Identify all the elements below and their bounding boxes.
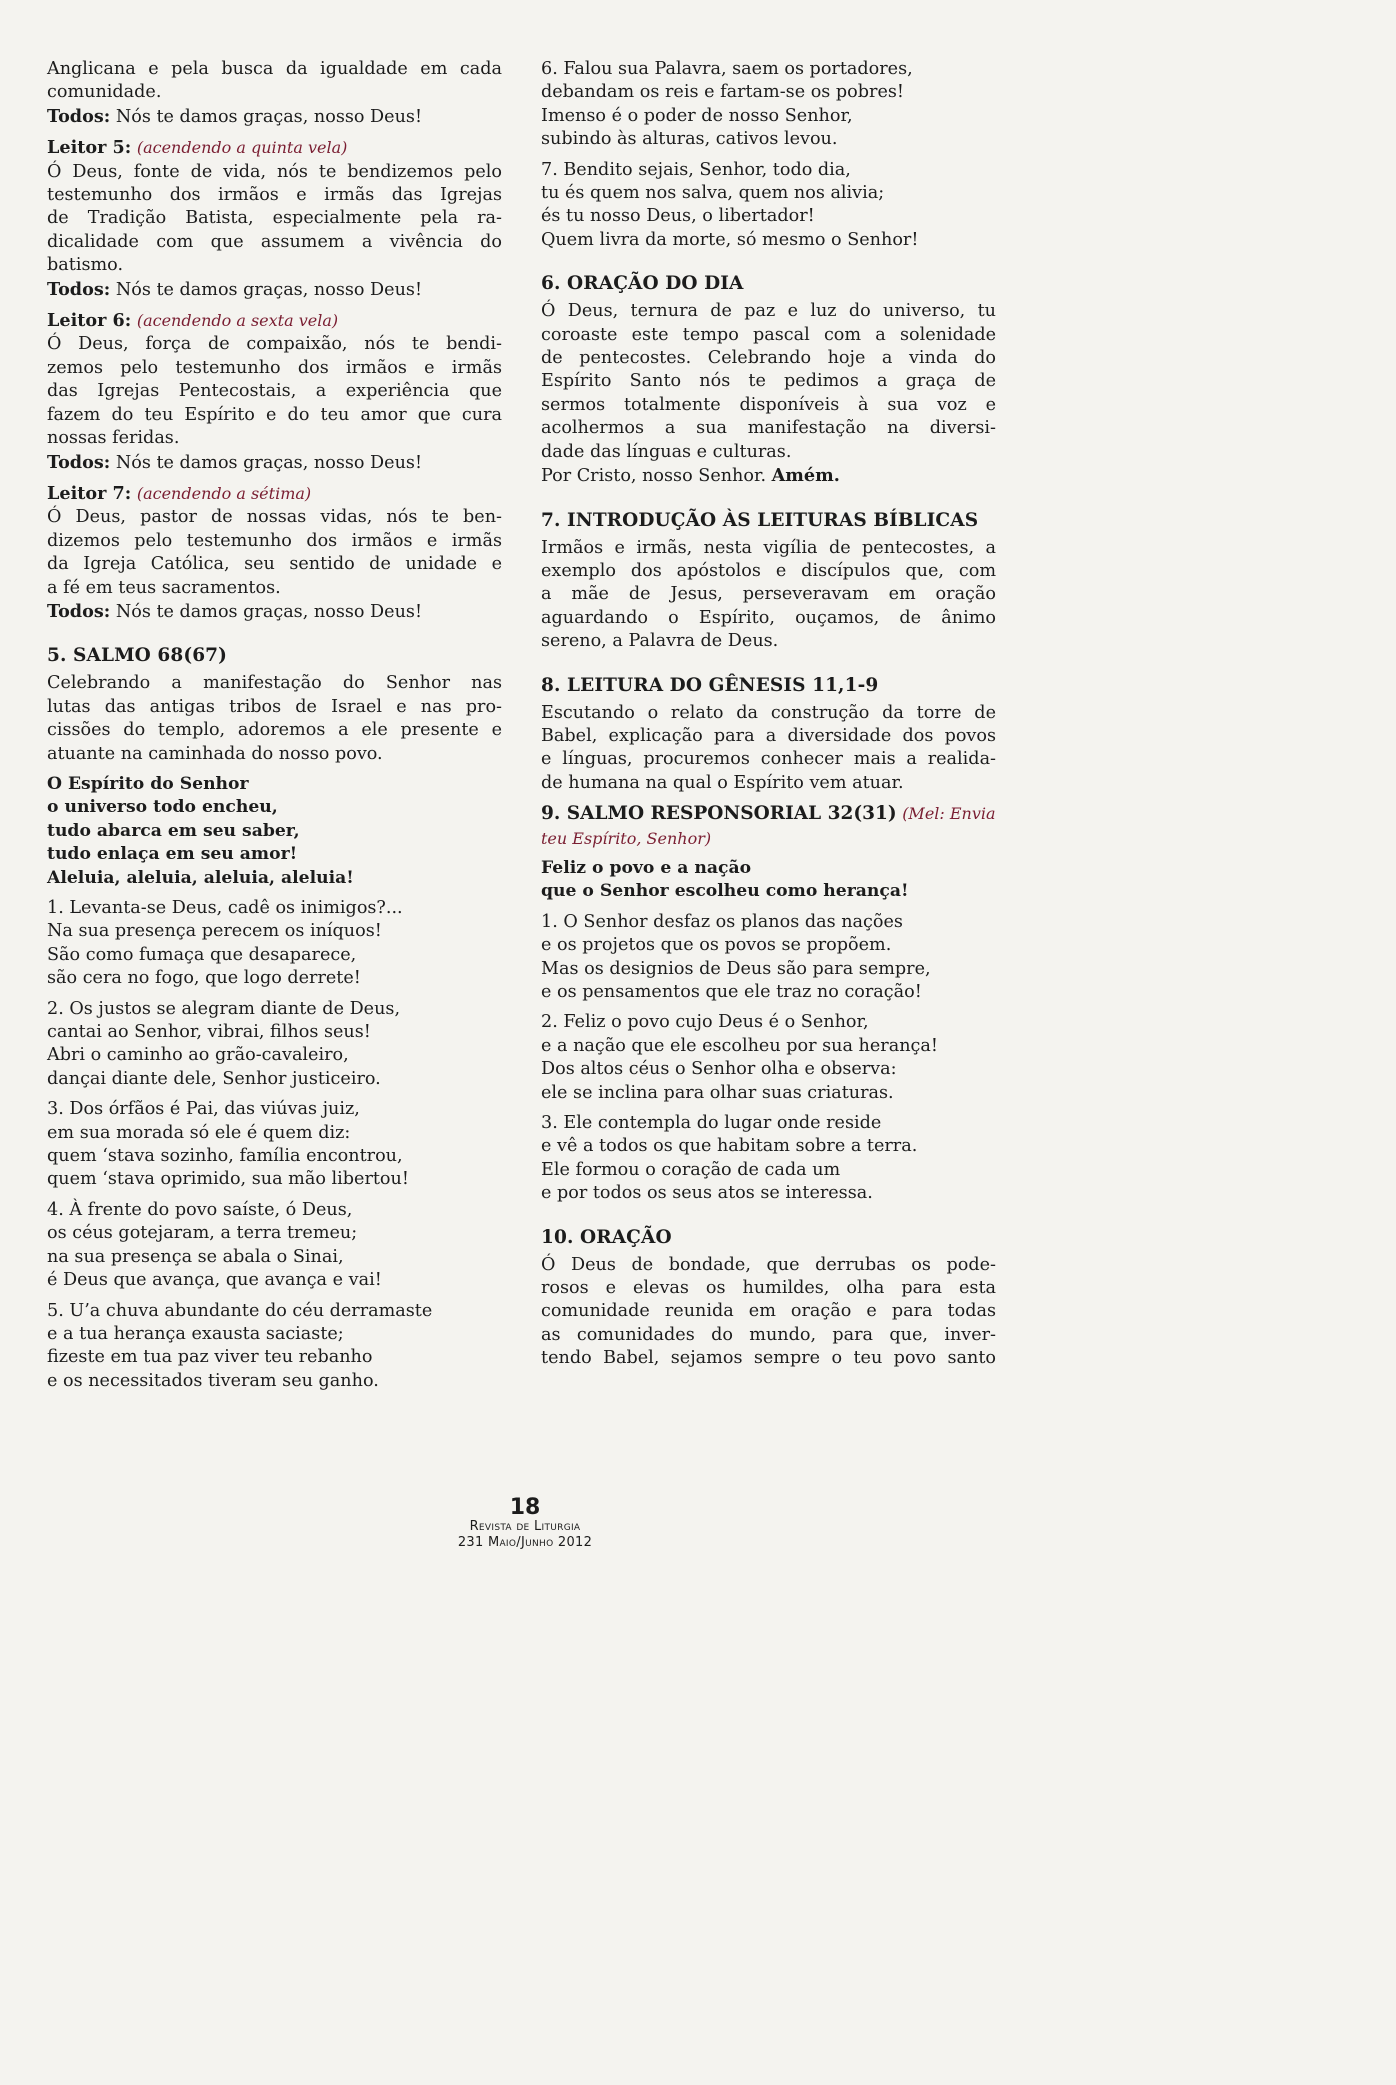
oracao-do-dia-text: [541, 300, 996, 488]
text-line: atuante na caminhada do nosso povo.: [47, 743, 383, 764]
text-line: dade das línguas e culturas.: [541, 441, 792, 462]
todos-response: [47, 451, 502, 475]
stanza-line: e os pensamentos que ele traz no coração!: [541, 982, 922, 1002]
text-line: nossas feridas.: [47, 428, 180, 449]
stanza-line: 4. À frente do povo saíste, ó Deus,: [47, 1199, 353, 1220]
stanza-line: dançai diante dele, Senhor justiceiro.: [47, 1068, 381, 1089]
stage-direction: (acendendo a sétima): [136, 483, 312, 503]
text-line: Ó Deus, pastor de nossas vidas, nós te ben-: [47, 507, 502, 528]
text-line: batismo.: [47, 255, 124, 276]
text-line: Escutando o relato da construção da torre de: [541, 702, 996, 723]
leitor-7-block: [47, 482, 502, 624]
stanza: [541, 159, 996, 253]
text-line: sereno, a Palavra de Deus.: [541, 631, 779, 652]
stanza-line: Imenso é o poder de nosso Senhor,: [541, 105, 853, 126]
stanza-line: 3. Ele contempla do lugar onde reside: [541, 1113, 882, 1134]
salmo-68-intro: [47, 672, 502, 766]
magazine-name: Revista de Liturgia: [469, 1519, 581, 1534]
refrain-line: o universo todo encheu,: [47, 797, 278, 818]
stanza-line: São como fumaça que desaparece,: [47, 944, 357, 965]
melody-note: teu Espírito, Senhor): [541, 828, 712, 848]
section-title-oracao: 10. ORAÇÃO: [541, 1226, 672, 1248]
stanza-line: 3. Dos órfãos é Pai, das viúvas juiz,: [47, 1099, 360, 1120]
text-line: dizemos pelo testemunho dos irmãos e irmãs: [47, 530, 502, 551]
text-line: a mãe de Jesus, perseveravam em oração: [541, 584, 996, 605]
response-text: Nós te damos graças, nosso Deus!: [115, 279, 423, 300]
text-line: a fé em teus sacramentos.: [47, 577, 281, 598]
issue-info: 231 Maio/Junho 2012: [457, 1535, 593, 1550]
stanza-line: quem ‘stava sozinho, família encontrou,: [47, 1146, 403, 1167]
stanza-line: Quem livra da morte, só mesmo o Senhor!: [541, 229, 919, 250]
section-title-introducao: 7. INTRODUÇÃO ÀS LEITURAS BÍBLICAS: [541, 509, 979, 531]
stanza-line: é Deus que avança, que avança e vai!: [47, 1270, 382, 1291]
text-line: Celebrando a manifestação do Senhor nas: [47, 673, 502, 694]
text-line: dicalidade com que assumem a vivência do: [47, 231, 502, 252]
leitor-6-block: [47, 309, 502, 475]
stanza: [541, 1011, 996, 1105]
leitor-heading: [47, 136, 502, 160]
refrain-line: Aleluia, aleluia, aleluia, aleluia!: [47, 867, 354, 888]
stanza-line: e vê a todos os que habitam sobre a terra.: [541, 1136, 918, 1157]
speaker-label: Leitor 5:: [47, 137, 132, 159]
leitor-5-block: [47, 136, 502, 302]
introducao-text: [541, 537, 996, 654]
stanza-line: os céus gotejaram, a terra tremeu;: [47, 1223, 358, 1244]
stanza-line: em sua morada só ele é quem diz:: [47, 1122, 351, 1143]
stanza-line: cantai ao Senhor, vibrai, filhos seus!: [47, 1022, 371, 1043]
refrain-line: tudo abarca em seu saber,: [47, 820, 300, 841]
oracao-text: [541, 1254, 996, 1371]
stanza-line: és tu nosso Deus, o libertador!: [541, 206, 815, 227]
stanza-line: 1. Levanta-se Deus, cadê os inimigos?...: [47, 898, 403, 918]
closing-text: Por Cristo, nosso Senhor.: [541, 466, 767, 487]
stanza-line: debandam os reis e fartam-se os pobres!: [541, 82, 904, 103]
text-line: Anglicana e pela busca da igualdade em cada: [47, 59, 502, 79]
text-line: de humana na qual o Espírito vem atuar.: [541, 772, 904, 793]
stanza-line: Na sua presença perecem os iníquos!: [47, 921, 382, 942]
text-line: Ó Deus de bondade, que derrubas os pode-: [541, 1254, 996, 1275]
amen-text: Amém.: [771, 465, 840, 487]
stanza: [541, 1112, 996, 1206]
text-line: Irmãos e irmãs, nesta vigília de pentecostes, a: [541, 537, 996, 558]
stanza-line: e os necessitados tiveram seu ganho.: [47, 1370, 379, 1391]
text-line: sermos totalmente disponíveis à sua voz e: [541, 394, 996, 415]
stanza-line: são cera no fogo, que logo derrete!: [47, 968, 361, 989]
stanza-line: na sua presença se abala o Sinai,: [47, 1246, 344, 1267]
speaker-label: Todos:: [47, 451, 111, 473]
stanza: [47, 1300, 502, 1394]
refrain-line: O Espírito do Senhor: [47, 773, 249, 794]
genesis-text: [541, 702, 996, 796]
text-line: Espírito Santo nós te pedimos a graça de: [541, 371, 996, 392]
todos-response: [47, 105, 502, 129]
text-line: acolhermos a sua manifestação na diversi-: [541, 418, 996, 439]
intro-paragraph: [47, 58, 502, 129]
melody-note: (Mel: Envia: [902, 804, 996, 824]
page-number: 18: [509, 1495, 541, 1520]
text-line: zemos pelo testemunho dos irmãos e irmãs: [47, 357, 502, 378]
stanza: [47, 998, 502, 1092]
text-line: coroaste este tempo pascal com a solenidade: [541, 324, 996, 345]
stanza: [541, 911, 996, 1005]
stanza: [47, 1098, 502, 1192]
page-footer: [0, 1497, 1050, 1551]
text-line: lutas das antigas tribos de Israel e nas pro-: [47, 696, 502, 717]
stanza-line: tu és quem nos salva, quem nos alivia;: [541, 183, 885, 204]
text-line: aguardando o Espírito, ouçamos, de ânimo: [541, 607, 996, 628]
response-text: Nós te damos graças, nosso Deus!: [115, 452, 423, 473]
refrain-line: que o Senhor escolheu como herança!: [541, 881, 909, 902]
stanza-line: e a tua herança exausta saciaste;: [47, 1323, 344, 1344]
stanza-line: quem ‘stava oprimido, sua mão libertou!: [47, 1169, 409, 1190]
text-line: comunidade.: [47, 82, 162, 103]
stanza-line: 7. Bendito sejais, Senhor, todo dia,: [541, 159, 851, 180]
text-line: da Igreja Católica, seu sentido de unidade e: [47, 554, 502, 575]
text-line: cissões do templo, adoremos a ele presente e: [47, 720, 502, 741]
stanza-line: e a nação que ele escolheu por sua herança!: [541, 1035, 938, 1056]
text-line: testemunho dos irmãos e irmãs das Igrejas: [47, 185, 502, 206]
text-line: e línguas, procuremos conhecer mais a realida-: [541, 749, 996, 770]
text-line: Ó Deus, força de compaixão, nós te bendi-: [47, 334, 502, 355]
speaker-label: Todos:: [47, 278, 111, 300]
stanza-line: e por todos os seus atos se interessa.: [541, 1183, 873, 1204]
stanza-line: e os projetos que os povos se propõem.: [541, 935, 892, 956]
stanza-line: fizeste em tua paz viver teu rebanho: [47, 1347, 373, 1368]
right-column: [541, 58, 996, 1378]
text-line: das Igrejas Pentecostais, a experiência que: [47, 381, 502, 402]
speaker-label: Leitor 6:: [47, 310, 132, 332]
section-title-oracao-do-dia: 6. ORAÇÃO DO DIA: [541, 273, 744, 295]
stage-direction: (acendendo a quinta vela): [136, 138, 348, 158]
leitor-heading: [47, 482, 502, 506]
salmo-32-refrain: [541, 857, 996, 904]
speaker-label: Todos:: [47, 105, 111, 127]
refrain-line: Feliz o povo e a nação: [541, 857, 752, 878]
left-column: [47, 58, 502, 1400]
stanza-line: 2. Feliz o povo cujo Deus é o Senhor,: [541, 1012, 869, 1033]
text-line: comunidade reunida em oração e para todas: [541, 1301, 996, 1322]
stanza-line: 2. Os justos se alegram diante de Deus,: [47, 998, 401, 1019]
stanza-line: subindo às alturas, cativos levou.: [541, 129, 838, 150]
text-line: fazem do teu Espírito e do teu amor que cura: [47, 404, 502, 425]
text-line: as comunidades do mundo, para que, inver-: [541, 1324, 996, 1345]
speaker-label: Todos:: [47, 600, 111, 622]
text-line: rosos e elevas os humildes, olha para esta: [541, 1278, 996, 1299]
text-line: Ó Deus, ternura de paz e luz do universo, tu: [541, 301, 996, 322]
leitor-heading: [47, 309, 502, 333]
section-title-salmo-68: 5. SALMO 68(67): [47, 645, 228, 667]
response-text: Nós te damos graças, nosso Deus!: [115, 106, 423, 127]
text-line: Ó Deus, fonte de vida, nós te bendizemos pelo: [47, 161, 502, 182]
stanza-line: Dos altos céus o Senhor olha e observa:: [541, 1059, 897, 1080]
section-title-salmo-32: 9. SALMO RESPONSORIAL 32(31): [541, 803, 897, 825]
text-line: Babel, explicação para a diversidade dos povos: [541, 725, 996, 746]
stanza-line: 1. O Senhor desfaz os planos das nações: [541, 911, 903, 932]
salmo-32-heading: [541, 802, 996, 850]
stanza-line: 6. Falou sua Palavra, saem os portadores,: [541, 59, 913, 79]
stanza-line: Ele formou o coração de cada um: [541, 1159, 841, 1180]
section-title-line: [541, 802, 996, 826]
text-line: de pentecostes. Celebrando hoje a vinda do: [541, 348, 996, 369]
todos-response: [47, 600, 502, 624]
text-line: exemplo dos apóstolos e discípulos que, com: [541, 560, 996, 581]
section-title-genesis: 8. LEITURA DO GÊNESIS 11,1-9: [541, 674, 879, 696]
stanza: [541, 58, 996, 152]
stanza-line: 5. U’a chuva abundante do céu derramaste: [47, 1300, 433, 1321]
stanza: [47, 897, 502, 991]
refrain-line: tudo enlaça em seu amor!: [47, 844, 298, 865]
stage-direction: (acendendo a sexta vela): [136, 311, 339, 331]
stanza-line: Abri o caminho ao grão-cavaleiro,: [47, 1045, 349, 1066]
speaker-label: Leitor 7:: [47, 482, 132, 504]
todos-response: [47, 278, 502, 302]
text-line: tendo Babel, sejamos sempre o teu povo santo: [541, 1348, 996, 1369]
response-text: Nós te damos graças, nosso Deus!: [115, 601, 423, 622]
text-line: de Tradição Batista, especialmente pela ra-: [47, 208, 502, 229]
stanza-line: ele se inclina para olhar suas criaturas.: [541, 1082, 894, 1103]
stanza-line: Mas os designios de Deus são para sempre,: [541, 958, 931, 979]
stanza: [47, 1199, 502, 1293]
salmo-68-refrain: [47, 773, 502, 890]
closing-line: [541, 464, 996, 488]
